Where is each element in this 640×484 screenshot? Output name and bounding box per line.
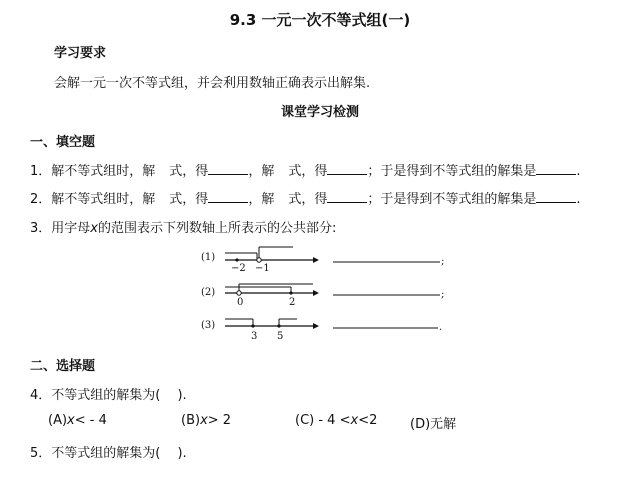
svg-text:;: ; xyxy=(441,289,445,300)
question-5: 5．不等式组的解集为( ). xyxy=(30,446,187,461)
question-4: 4．不等式组的解集为( ). xyxy=(30,388,187,403)
option-a[interactable]: (A)x< - 4 xyxy=(48,413,107,428)
answer-blank[interactable] xyxy=(327,190,367,203)
option-d[interactable]: (D)无解 xyxy=(410,417,457,432)
question-3: 3．用字母x的范围表示下列数轴上所表示的公共部分: xyxy=(30,221,337,236)
requirements-heading: 学习要求 xyxy=(54,46,107,61)
requirements-text: 会解一元一次不等式组，并会利用数轴正确表示出解集. xyxy=(54,76,371,91)
diagram-2-tick-a: 0 xyxy=(237,297,244,308)
diagram-3-tick-b: 5 xyxy=(277,331,284,342)
page-title: 9.3 一元一次不等式组(一) xyxy=(229,11,411,29)
diagram-3-tick-a: 3 xyxy=(251,331,258,342)
diagram-1-tick-b: −1 xyxy=(255,263,270,274)
question-2: 2．解不等式组时，解 式，得 ，解 式，得 ；于是得到不等式组的解集是 . xyxy=(30,192,581,207)
diagram-2-tick-b: 2 xyxy=(289,297,296,308)
answer-blank[interactable] xyxy=(208,162,248,175)
answer-blank[interactable] xyxy=(208,190,248,203)
diagram-2-label: (2) xyxy=(201,287,216,298)
answer-blank[interactable] xyxy=(536,162,576,175)
section-title: 课堂学习检测 xyxy=(280,105,359,120)
number-line-2 xyxy=(225,284,319,308)
option-c[interactable]: (C) - 4 <x<2 xyxy=(295,413,378,428)
number-line-diagrams xyxy=(195,240,455,345)
number-line-3 xyxy=(225,319,319,342)
answer-blank[interactable] xyxy=(536,190,576,203)
option-b[interactable]: (B)x> 2 xyxy=(181,413,232,428)
part2-heading: 二、选择题 xyxy=(30,359,96,374)
diagram-1-tick-a: −2 xyxy=(231,263,246,274)
diagram-3-label: (3) xyxy=(201,320,216,331)
diagram-1-label: (1) xyxy=(201,252,216,263)
svg-text:;: ; xyxy=(441,256,445,267)
number-line-1 xyxy=(225,247,319,274)
answer-blank[interactable] xyxy=(327,162,367,175)
part1-heading: 一、填空题 xyxy=(30,135,96,150)
question-1: 1．解不等式组时，解 式，得 ，解 式，得 ；于是得到不等式组的解集是 . xyxy=(30,164,581,179)
svg-text:.: . xyxy=(439,322,443,333)
